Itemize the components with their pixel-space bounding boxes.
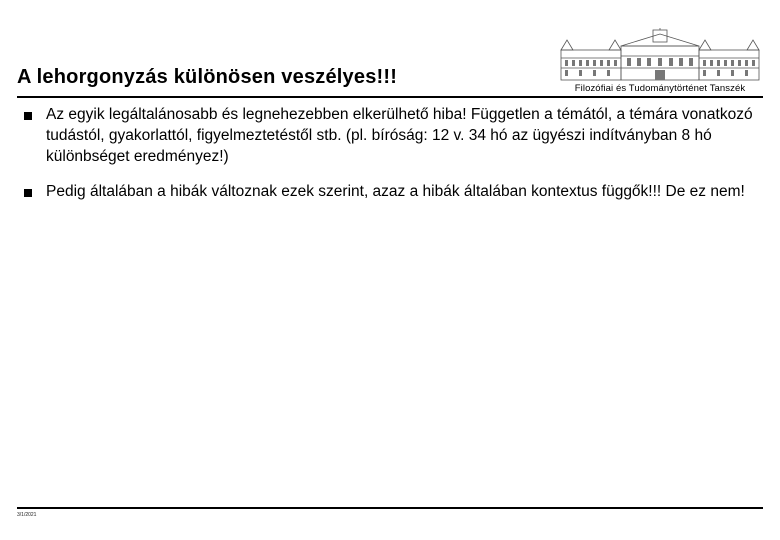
bullet-text: Pedig általában a hibák változnak ezek szerint, azaz a hibák általában kontextus függők!!! De ez nem!: [46, 183, 745, 200]
footer-divider: [17, 507, 763, 509]
department-logo: [557, 28, 763, 96]
list-item: [22, 104, 762, 167]
footer-date: 3/1/2021: [17, 512, 37, 518]
university-building-icon: [557, 28, 763, 84]
title-divider: [17, 96, 763, 98]
bullet-list: [22, 104, 762, 216]
slide-title: A lehorgonyzás különösen veszélyes!!!: [17, 66, 398, 88]
list-item: [22, 181, 762, 202]
logo-caption: Filozófiai és Tudománytörténet Tanszék: [574, 83, 746, 94]
bullet-text: Az egyik legáltalánosabb és legnehezebben elkerülhető hiba! Független a témától, a témára vonatkozó tudástól, gyakorlattól, figyelmeztetéstől stb. (pl. bíróság: 12 v. 34 hó az ügyészi indítványban 8 hó különbséget eredményez!): [46, 106, 753, 165]
square-bullet-icon: [24, 189, 32, 197]
square-bullet-icon: [24, 112, 32, 120]
